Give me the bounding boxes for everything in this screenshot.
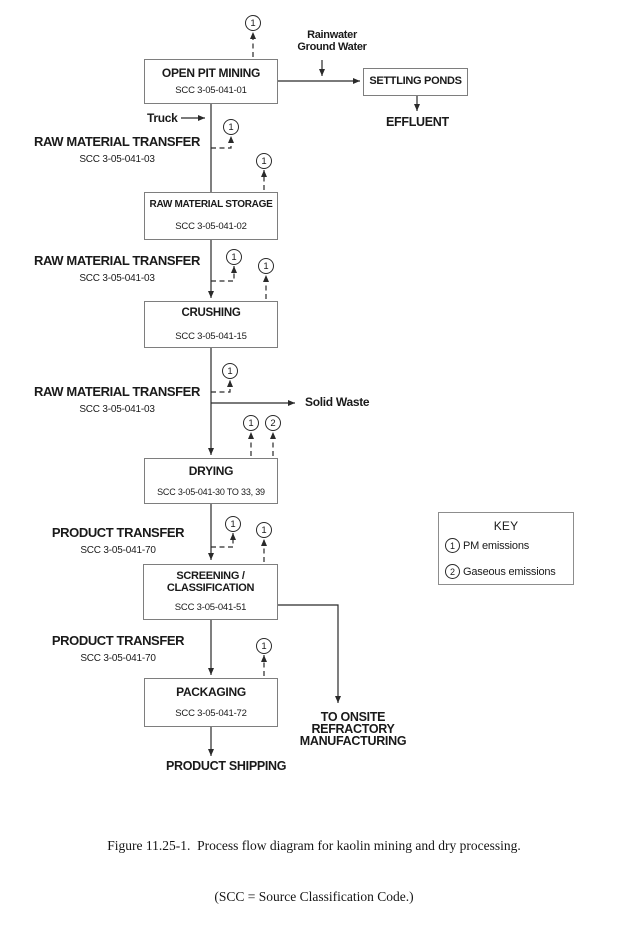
side-label-scc: SCC 3-05-041-70 [80,653,156,664]
gaseous-emission-marker: 2 [445,564,460,579]
side-label-scc: SCC 3-05-041-03 [79,404,155,415]
key-title: KEY [493,519,519,533]
box-scc: SCC 3-05-041-01 [175,85,247,97]
box-open-pit-mining [144,59,278,104]
box-packaging [144,678,278,727]
label-rainwater-groundwater: Rainwater Ground Water [297,29,367,53]
box-title-line2: CLASSIFICATION [166,581,255,594]
label-product-transfer-2 [30,633,206,664]
pm-emission-marker: 1 [445,538,460,553]
box-scc: SCC 3-05-041-51 [174,602,247,614]
pm-emission-marker: 1 [223,119,239,135]
label-product-transfer-1 [30,525,206,556]
box-scc: SCC 3-05-041-72 [175,707,247,719]
pm-emission-marker: 1 [243,415,259,431]
key-entry-label: PM emissions [463,539,530,552]
label-effluent: EFFLUENT [386,115,449,129]
label-solid-waste: Solid Waste [305,395,370,409]
pm-emission-marker: 1 [222,363,238,379]
side-label-title: PRODUCT TRANSFER [51,525,185,540]
box-title: RAW MATERIAL STORAGE [149,199,273,211]
box-scc: SCC 3-05-041-30 TO 33, 39 [157,486,265,497]
box-crushing [144,301,278,348]
side-label-title: RAW MATERIAL TRANSFER [34,134,200,149]
pm-emission-marker: 1 [225,516,241,532]
pm-emission-marker: 1 [226,249,242,265]
box-title-line1: SCREENING / [176,569,245,582]
box-settling-ponds [363,68,468,96]
box-title: DRYING [188,464,234,479]
side-label-scc: SCC 3-05-041-03 [79,273,155,284]
label-product-shipping: PRODUCT SHIPPING [166,759,287,773]
label-raw-material-transfer-2 [28,253,206,284]
key-legend [438,512,574,585]
figure-caption [0,803,628,939]
box-title: SETTLING PONDS [369,75,462,88]
box-screening-classification [143,564,278,620]
box-drying [144,458,278,504]
label-truck: Truck [147,111,178,125]
gaseous-emission-marker: 2 [265,415,281,431]
box-scc: SCC 3-05-041-02 [175,220,247,232]
key-entry-gaseous [445,564,556,579]
pm-emission-marker: 1 [245,15,261,31]
figure-caption-line1: Figure 11.25-1. Process flow diagram for kaolin mining and dry processing. [107,838,521,853]
label-to-onsite-refractory-manufacturing: TO ONSITE REFRACTORY MANUFACTURING [299,710,407,748]
side-label-scc: SCC 3-05-041-70 [80,545,156,556]
key-entry-pm [445,538,529,553]
box-raw-material-storage [144,192,278,240]
pm-emission-marker: 1 [258,258,274,274]
figure-caption-line2: (SCC = Source Classification Code.) [214,889,414,904]
box-scc: SCC 3-05-041-15 [175,330,247,342]
box-title: PACKAGING [176,685,246,700]
pm-emission-marker: 1 [256,638,272,654]
side-label-title: RAW MATERIAL TRANSFER [34,253,200,268]
box-title: CRUSHING [181,307,241,320]
key-entry-label: Gaseous emissions [463,565,556,578]
label-raw-material-transfer-1 [28,134,206,165]
side-label-title: PRODUCT TRANSFER [51,633,185,648]
solid-flow-lines [181,60,417,756]
pm-emission-marker: 1 [256,153,272,169]
box-title: OPEN PIT MINING [161,65,261,80]
side-label-title: RAW MATERIAL TRANSFER [34,384,200,399]
pm-emission-marker: 1 [256,522,272,538]
side-label-scc: SCC 3-05-041-03 [79,154,155,165]
label-raw-material-transfer-3 [28,384,206,415]
